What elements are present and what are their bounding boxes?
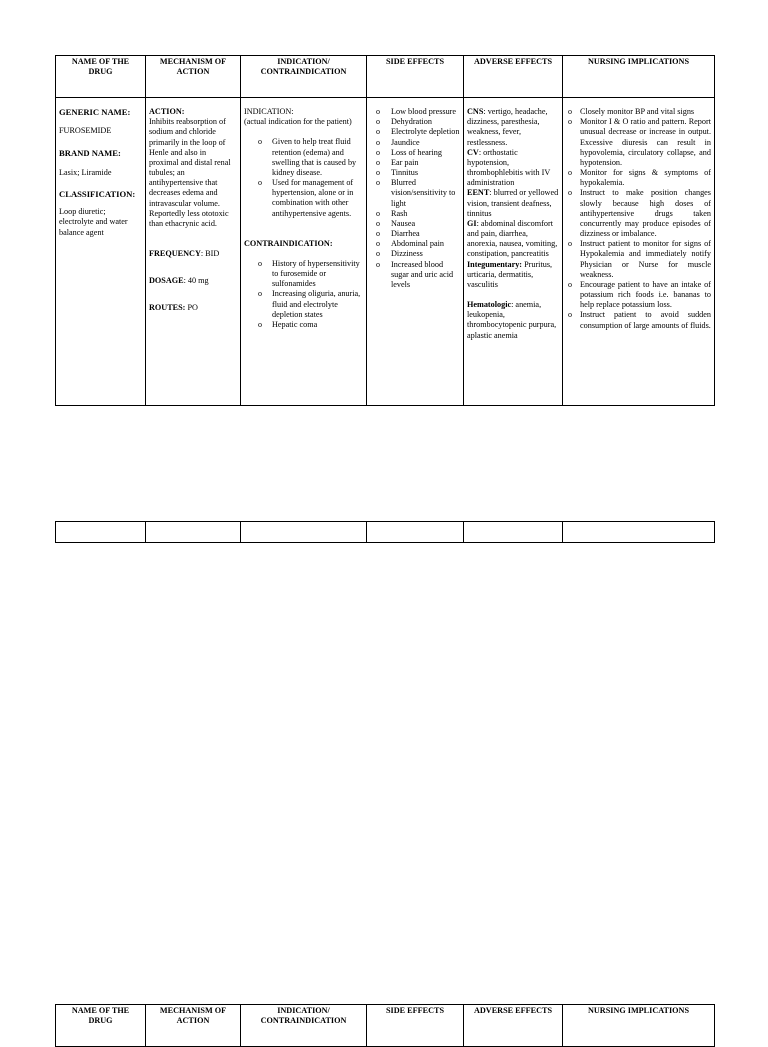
header-nursing: NURSING IMPLICATIONS xyxy=(563,1005,715,1047)
integ-label: Integumentary: xyxy=(467,259,523,269)
list-item: o Increasing oliguria, anuria, fluid and electrolyte depletion states xyxy=(244,289,363,320)
empty-cell xyxy=(367,522,464,543)
side-effects-cell xyxy=(367,98,464,406)
routes xyxy=(149,303,237,313)
dosage xyxy=(149,276,237,286)
header-row xyxy=(56,1005,715,1047)
list-item: o Monitor I & O ratio and pattern. Report unusual decrease or increase in output. Excessive diuresis can result in hypovolemia, circulatory collapse, and hypotension. xyxy=(566,117,711,168)
list-item: o Diarrhea xyxy=(370,229,460,239)
frequency-label: FREQUENCY xyxy=(149,249,201,259)
generic-name-label: GENERIC NAME: xyxy=(59,107,131,117)
adverse-gi xyxy=(467,219,559,260)
list-item: o Closely monitor BP and vital signs xyxy=(566,107,711,117)
list-item: o Ear pain xyxy=(370,158,460,168)
empty-cell xyxy=(563,522,715,543)
list-item: o Jaundice xyxy=(370,138,460,148)
adverse-integumentary xyxy=(467,260,559,291)
list-item: o Monitor for signs & symptoms of hypokalemia. xyxy=(566,168,711,188)
list-item: o Hepatic coma xyxy=(244,320,363,330)
adverse-effects-cell xyxy=(464,98,563,406)
list-item: o Rash xyxy=(370,209,460,219)
header-row xyxy=(56,56,715,98)
dosage-label: DOSAGE xyxy=(149,276,184,286)
frequency xyxy=(149,249,237,259)
brand-name-value: Lasix; Liramide xyxy=(59,168,112,178)
indication-title: INDICATION: xyxy=(244,107,294,116)
body-row xyxy=(56,98,715,406)
cv-label: CV xyxy=(467,147,479,157)
list-item: o Instruct patient to avoid sudden consumption of large amounts of fluids. xyxy=(566,310,711,330)
list-item: o Encourage patient to have an intake of potassium rich foods i.e. bananas to help replace potassium loss. xyxy=(566,280,711,311)
hema-label: Hematologic xyxy=(467,300,512,310)
contraindication-title: CONTRAINDICATION: xyxy=(244,238,333,248)
adverse-cns xyxy=(467,107,559,148)
list-item: o Dehydration xyxy=(370,117,460,127)
routes-label: ROUTES: xyxy=(149,303,186,313)
list-item: o Abdominal pain xyxy=(370,239,460,249)
header-name: NAME OF THE DRUG xyxy=(56,56,146,98)
header-indication: INDICATION/ CONTRAINDICATION xyxy=(241,56,367,98)
header-mechanism: MECHANISM OF ACTION xyxy=(146,1005,241,1047)
side-effects-list xyxy=(370,107,460,290)
empty-cell xyxy=(241,522,367,543)
cns-text: : vertigo, headache, dizziness, paresthesia, weakness, fever, restlessness. xyxy=(467,107,548,147)
list-item: o Electrolyte depletion xyxy=(370,127,460,137)
mechanism-cell xyxy=(146,98,241,406)
list-item: o Dizziness xyxy=(370,249,460,259)
list-item: o Increased blood sugar and uric acid levels xyxy=(370,260,460,291)
eent-text: : blurred or yellowed vision, transient deafness, tinnitus xyxy=(467,188,559,218)
empty-cell xyxy=(146,522,241,543)
header-nursing: NURSING IMPLICATIONS xyxy=(563,56,715,98)
empty-cell xyxy=(464,522,563,543)
frequency-value: : BID xyxy=(200,249,220,259)
adverse-hematologic xyxy=(467,300,559,341)
indication-cell xyxy=(241,98,367,406)
drug-study-table xyxy=(55,55,715,406)
classification-label: CLASSIFICATION: xyxy=(59,188,136,199)
drug-name-cell xyxy=(56,98,146,406)
indication-subtitle: (actual indication for the patient) xyxy=(244,117,352,127)
empty-table xyxy=(55,521,715,543)
hema-text: : anemia, leukopenia, thrombocytopenic purpura, aplastic anemia xyxy=(467,300,557,340)
routes-value: PO xyxy=(185,303,198,313)
contraindication-list xyxy=(244,259,363,330)
header-side-effects: SIDE EFFECTS xyxy=(367,56,464,98)
header-name: NAME OF THE DRUG xyxy=(56,1005,146,1047)
cns-label: CNS xyxy=(467,107,484,116)
header-mechanism: MECHANISM OF ACTION xyxy=(146,56,241,98)
gi-label: GI xyxy=(467,218,477,228)
indication-list xyxy=(244,137,363,218)
action-label: ACTION: xyxy=(149,107,185,116)
empty-row xyxy=(56,522,715,543)
header-side-effects: SIDE EFFECTS xyxy=(367,1005,464,1047)
adverse-eent xyxy=(467,188,559,219)
generic-name-value: FUROSEMIDE xyxy=(59,125,112,135)
list-item: o Blurred vision/sensitivity to light xyxy=(370,178,460,209)
classification-value: Loop diuretic; electrolyte and water balance agent xyxy=(59,207,128,237)
empty-cell xyxy=(56,522,146,543)
nursing-list xyxy=(566,107,711,331)
list-item: o Given to help treat fluid retention (edema) and swelling that is caused by kidney disease. xyxy=(244,137,363,178)
gi-text: : abdominal discomfort and pain, diarrhea, anorexia, nausea, vomiting, constipation, pancreatitis xyxy=(467,218,558,259)
list-item: o Tinnitus xyxy=(370,168,460,178)
adverse-cv xyxy=(467,148,559,189)
list-item: o History of hypersensitivity to furosemide or sulfonamides xyxy=(244,259,363,290)
dosage-value: : 40 mg xyxy=(183,276,209,286)
header-adverse: ADVERSE EFFECTS xyxy=(464,1005,563,1047)
integ-text: Pruritus, urticaria, dermatitis, vasculitis xyxy=(467,259,553,289)
list-item: o Used for management of hypertension, alone or in combination with other antihypertensive agents. xyxy=(244,178,363,219)
header-adverse: ADVERSE EFFECTS xyxy=(464,56,563,98)
next-page-table xyxy=(55,1004,715,1047)
nursing-cell xyxy=(563,98,715,406)
list-item: o Instruct to make position changes slowly because high doses of antihypertensive drugs taken concurrently may produce episodes of dizziness or imbalance. xyxy=(566,188,711,239)
cv-text: : orthostatic hypotension, thrombophlebitis with IV administration xyxy=(467,147,551,188)
list-item: o Low blood pressure xyxy=(370,107,460,117)
action-text: Inhibits reabsorption of sodium and chloride primarily in the loop of Henle and also in proximal and distal renal tubules; an antihypertensive that decreases edema and intravascular volume. Reportedly less ototoxic than ethacrynic acid. xyxy=(149,117,231,228)
header-indication: INDICATION/ CONTRAINDICATION xyxy=(241,1005,367,1047)
list-item: o Nausea xyxy=(370,219,460,229)
eent-label: EENT xyxy=(467,188,490,198)
list-item: o Instruct patient to monitor for signs of Hypokalemia and immediately notify Physician or Nurse for muscle weakness. xyxy=(566,239,711,280)
brand-name-label: BRAND NAME: xyxy=(59,147,121,158)
list-item: o Loss of hearing xyxy=(370,148,460,158)
